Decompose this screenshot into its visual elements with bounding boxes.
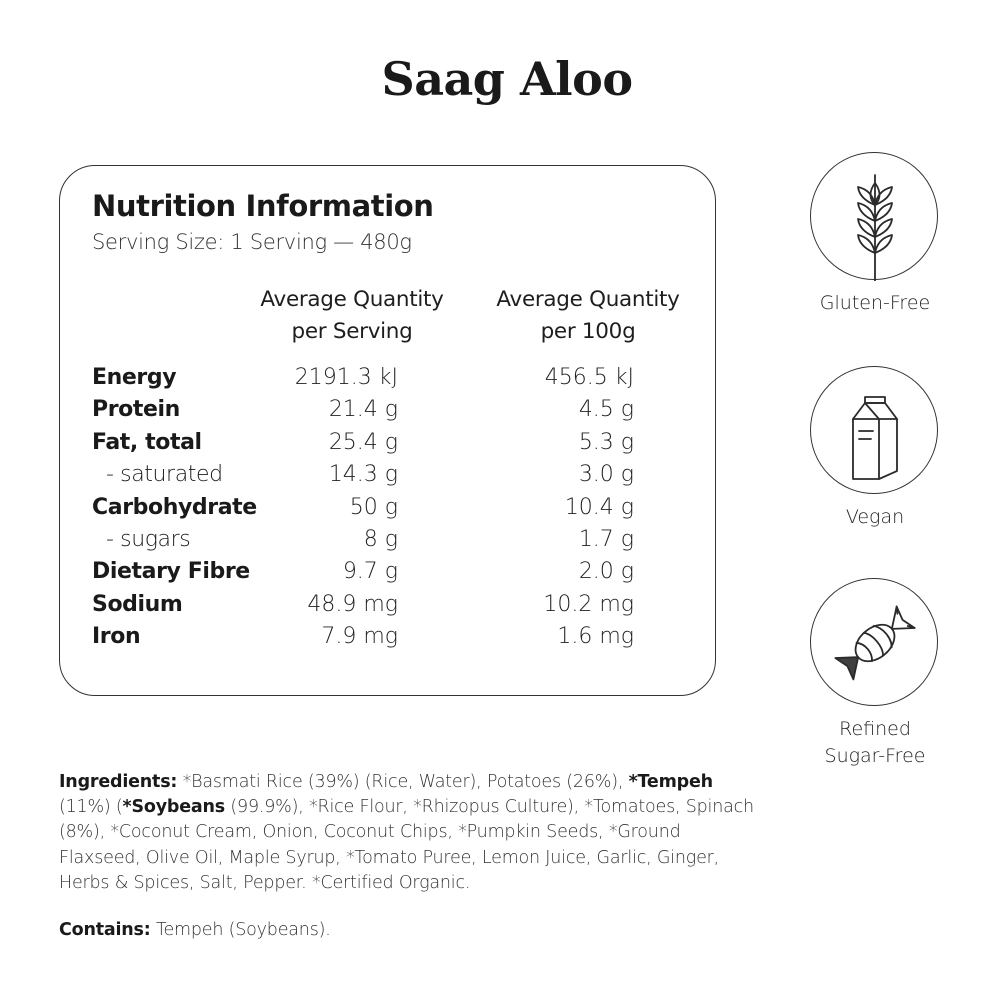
nutrient-name: Dietary Fibre [92, 559, 250, 585]
value-per-100g: 1.7 g [578, 526, 634, 552]
value-per-serving: 14.3 g [328, 462, 398, 488]
badge-label [810, 290, 940, 317]
nutrition-table [92, 362, 652, 654]
badge-circle [810, 152, 938, 280]
ingredients-part: *Basmati Rice (39%) (Rice, Water), Potatoes (26%), [177, 772, 629, 792]
wheat-icon [811, 153, 939, 281]
badge-refined-sugar-free [810, 578, 940, 770]
nutrient-name: Energy [92, 365, 177, 390]
value-per-100g: 5.3 g [578, 429, 634, 455]
nutrition-row-iron [92, 621, 652, 653]
badge-circle [810, 366, 938, 494]
nutrient-name: - sugars [106, 526, 191, 552]
column-header-line: per 100g [540, 319, 636, 344]
badge-gluten-free [810, 152, 940, 317]
value-per-100g: 3.0 g [578, 462, 634, 488]
nutrient-name: Carbohydrate [92, 494, 257, 520]
nutrition-row-sodium [92, 589, 652, 621]
column-header-per-100g [468, 284, 708, 348]
value-per-serving: 48.9 mg [307, 591, 398, 617]
milk-carton-icon [811, 367, 939, 495]
nutrition-row-fat-total [92, 427, 652, 459]
value-per-serving: 25.4 g [328, 429, 398, 455]
column-header-line: Average Quantity [496, 287, 680, 312]
badge-label-line: Gluten-Free [819, 292, 931, 314]
column-header-line: per Serving [291, 319, 413, 344]
product-title: Saag Aloo [381, 52, 633, 106]
value-per-100g: 10.2 mg [543, 591, 634, 617]
value-per-serving: 9.7 g [342, 559, 398, 585]
allergen-contains [59, 920, 331, 940]
badge-circle [810, 578, 938, 706]
ingredients-text [59, 770, 759, 896]
column-header-line: Average Quantity [260, 287, 444, 312]
ingredients-bold: *Soybeans [122, 797, 226, 818]
nutrient-name: Sodium [92, 591, 183, 617]
column-header-per-serving [232, 284, 472, 348]
nutrition-row-saturated [92, 459, 652, 491]
nutrition-row-carbohydrate [92, 492, 652, 524]
value-per-100g: 1.6 mg [557, 624, 634, 650]
serving-size: Serving Size: 1 Serving — 480g [92, 230, 412, 254]
nutrition-row-energy [92, 362, 652, 394]
value-per-100g: 4.5 g [578, 397, 634, 423]
nutrient-name: Fat, total [92, 429, 202, 455]
badge-label-line: Sugar-Free [824, 745, 926, 767]
badge-vegan [810, 366, 940, 531]
ingredients-part: (99.9%), *Rice Flour, *Rhizopus Culture), *Tomatoes, Spinach (8%), *Coconut Cream, Onion, Coconut Chips, *Pumpkin Seeds, *Ground Flaxseed, Olive Oil, Maple Syrup, *Tomato Puree, Lemon Juice, Garlic, Ginger, Herbs & Spices, Salt, Pepper. *Certified Organic. [59, 797, 754, 893]
nutrient-name: - saturated [106, 462, 223, 488]
ingredients-bold: *Tempeh [628, 772, 713, 792]
value-per-serving: 2191.3 kJ [294, 365, 398, 390]
nutrition-row-sugars [92, 524, 652, 556]
candy-icon [811, 579, 939, 707]
nutrient-name: Protein [92, 397, 180, 423]
value-per-100g: 456.5 kJ [544, 365, 634, 390]
value-per-100g: 2.0 g [578, 559, 634, 585]
badge-label-line: Vegan [845, 506, 905, 528]
value-per-serving: 21.4 g [328, 397, 398, 423]
ingredients-part: (11%) ( [59, 797, 123, 818]
badge-label-line: Refined [839, 718, 911, 740]
value-per-serving: 7.9 mg [321, 624, 398, 650]
contains-label: Contains: [59, 920, 151, 940]
value-per-serving: 50 g [349, 494, 398, 520]
value-per-serving: 8 g [363, 526, 398, 552]
badge-label [810, 504, 940, 531]
contains-text: Tempeh (Soybeans). [150, 920, 331, 940]
nutrition-row-protein [92, 394, 652, 426]
badge-label [810, 716, 940, 770]
ingredients-label: Ingredients: [59, 772, 178, 792]
nutrition-heading: Nutrition Information [92, 189, 434, 223]
value-per-100g: 10.4 g [564, 494, 634, 520]
nutrient-name: Iron [92, 624, 141, 650]
nutrition-row-dietary-fibre [92, 556, 652, 588]
